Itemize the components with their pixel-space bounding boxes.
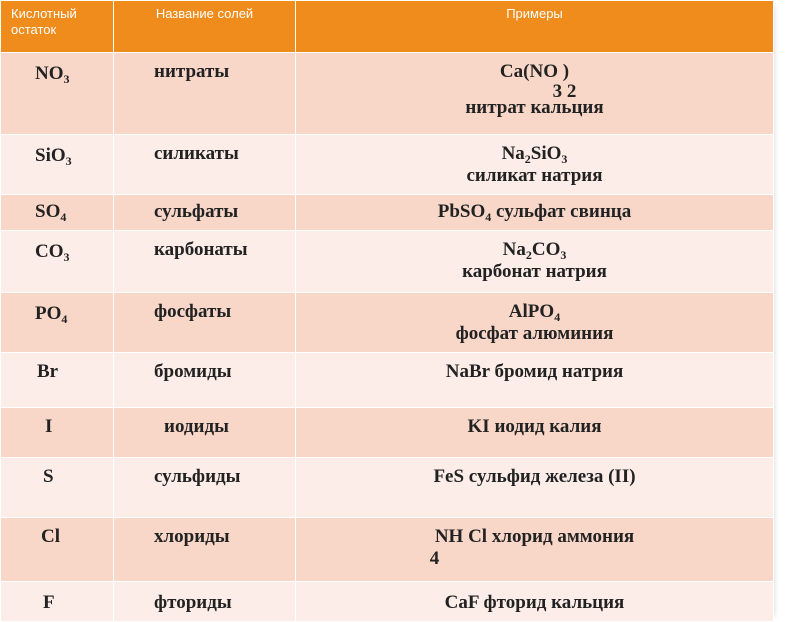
table-row <box>1 582 774 622</box>
acid-formula: SO <box>35 201 61 222</box>
table-row <box>1 518 774 582</box>
salt-name-cell: нитраты <box>114 53 296 135</box>
formula-text: PbSO <box>437 201 486 222</box>
acid-formula: SiO <box>35 145 66 166</box>
example-description: фосфат алюминия <box>455 323 614 344</box>
table-row <box>1 195 774 231</box>
acid-residue-cell: Br <box>1 353 114 408</box>
formula-text: Na <box>501 143 525 164</box>
acid-subscript: 4 <box>60 210 67 224</box>
salt-name-cell: хлориды <box>114 518 296 582</box>
salt-name-cell: карбонаты <box>114 231 296 293</box>
example-description: карбонат натрия <box>462 261 607 282</box>
acid-residue-cell: I <box>1 408 114 458</box>
formula-text: CO <box>531 239 561 260</box>
formula-text: сульфат свинца <box>491 201 632 222</box>
acid-subscript: 3 <box>63 250 70 264</box>
formula-text: NH Cl хлорид аммония <box>434 526 635 547</box>
example-cell: FeS сульфид железа (II) <box>296 458 774 518</box>
table-row <box>1 353 774 408</box>
example-description: нитрат кальция <box>465 97 604 118</box>
acid-formula: CO <box>35 241 64 262</box>
example-description: силикат натрия <box>466 165 603 186</box>
formula-subscript: 4 <box>554 310 561 324</box>
example-cell <box>296 53 774 135</box>
example-cell: CaF фторид кальция <box>296 582 774 622</box>
acid-residue-cell: Cl <box>1 518 114 582</box>
acid-residue-cell <box>1 53 114 135</box>
acid-residue-cell: F <box>1 582 114 622</box>
formula-indices: 3 2 <box>552 81 577 102</box>
acid-residue-cell <box>1 195 114 231</box>
table-row <box>1 408 774 458</box>
example-formula <box>499 61 577 102</box>
formula-subscript: 4 <box>485 210 492 224</box>
formula-subscript: 2 <box>525 248 532 262</box>
formula-subscript: 2 <box>524 152 531 166</box>
salt-name-cell: силикаты <box>114 135 296 195</box>
example-formula <box>502 143 568 164</box>
example-cell <box>296 518 774 582</box>
header-row <box>1 1 774 53</box>
formula-subscript: 3 <box>561 152 568 166</box>
salt-name-cell: иодиды <box>114 408 296 458</box>
acid-subscript: 3 <box>63 72 70 86</box>
salt-name-cell: фосфаты <box>114 293 296 353</box>
header-examples: Примеры <box>296 1 774 53</box>
acid-residue-cell <box>1 293 114 353</box>
example-cell <box>296 135 774 195</box>
formula-index: 4 <box>429 548 440 569</box>
acid-formula: PO <box>35 303 62 324</box>
table-row <box>1 231 774 293</box>
header-salt-name: Название солей <box>114 1 296 53</box>
table-row <box>1 458 774 518</box>
salt-name-cell: бромиды <box>114 353 296 408</box>
example-cell: KI иодид калия <box>296 408 774 458</box>
example-cell <box>296 293 774 353</box>
table-row <box>1 135 774 195</box>
formula-text: Na <box>502 239 526 260</box>
example-formula <box>503 239 567 260</box>
acid-residue-cell <box>1 135 114 195</box>
salt-name-cell: фториды <box>114 582 296 622</box>
example-formula <box>438 201 631 222</box>
acid-formula: NO <box>35 63 64 84</box>
acid-subscript: 3 <box>65 154 72 168</box>
example-cell <box>296 231 774 293</box>
header-acid-residue: Кислотный остаток <box>1 1 114 53</box>
table-row <box>1 53 774 135</box>
table-row <box>1 293 774 353</box>
salt-name-cell: сульфиды <box>114 458 296 518</box>
formula-text: Ca(NO ) <box>499 61 570 82</box>
formula-text: AlPO <box>508 301 555 322</box>
acid-residue-cell <box>1 231 114 293</box>
example-formula <box>509 301 560 322</box>
formula-text: SiO <box>530 143 562 164</box>
acid-residue-cell: S <box>1 458 114 518</box>
formula-subscript: 3 <box>560 248 567 262</box>
salt-name-cell: сульфаты <box>114 195 296 231</box>
example-cell <box>296 195 774 231</box>
example-cell: NaBr бромид натрия <box>296 353 774 408</box>
acid-subscript: 4 <box>61 312 68 326</box>
